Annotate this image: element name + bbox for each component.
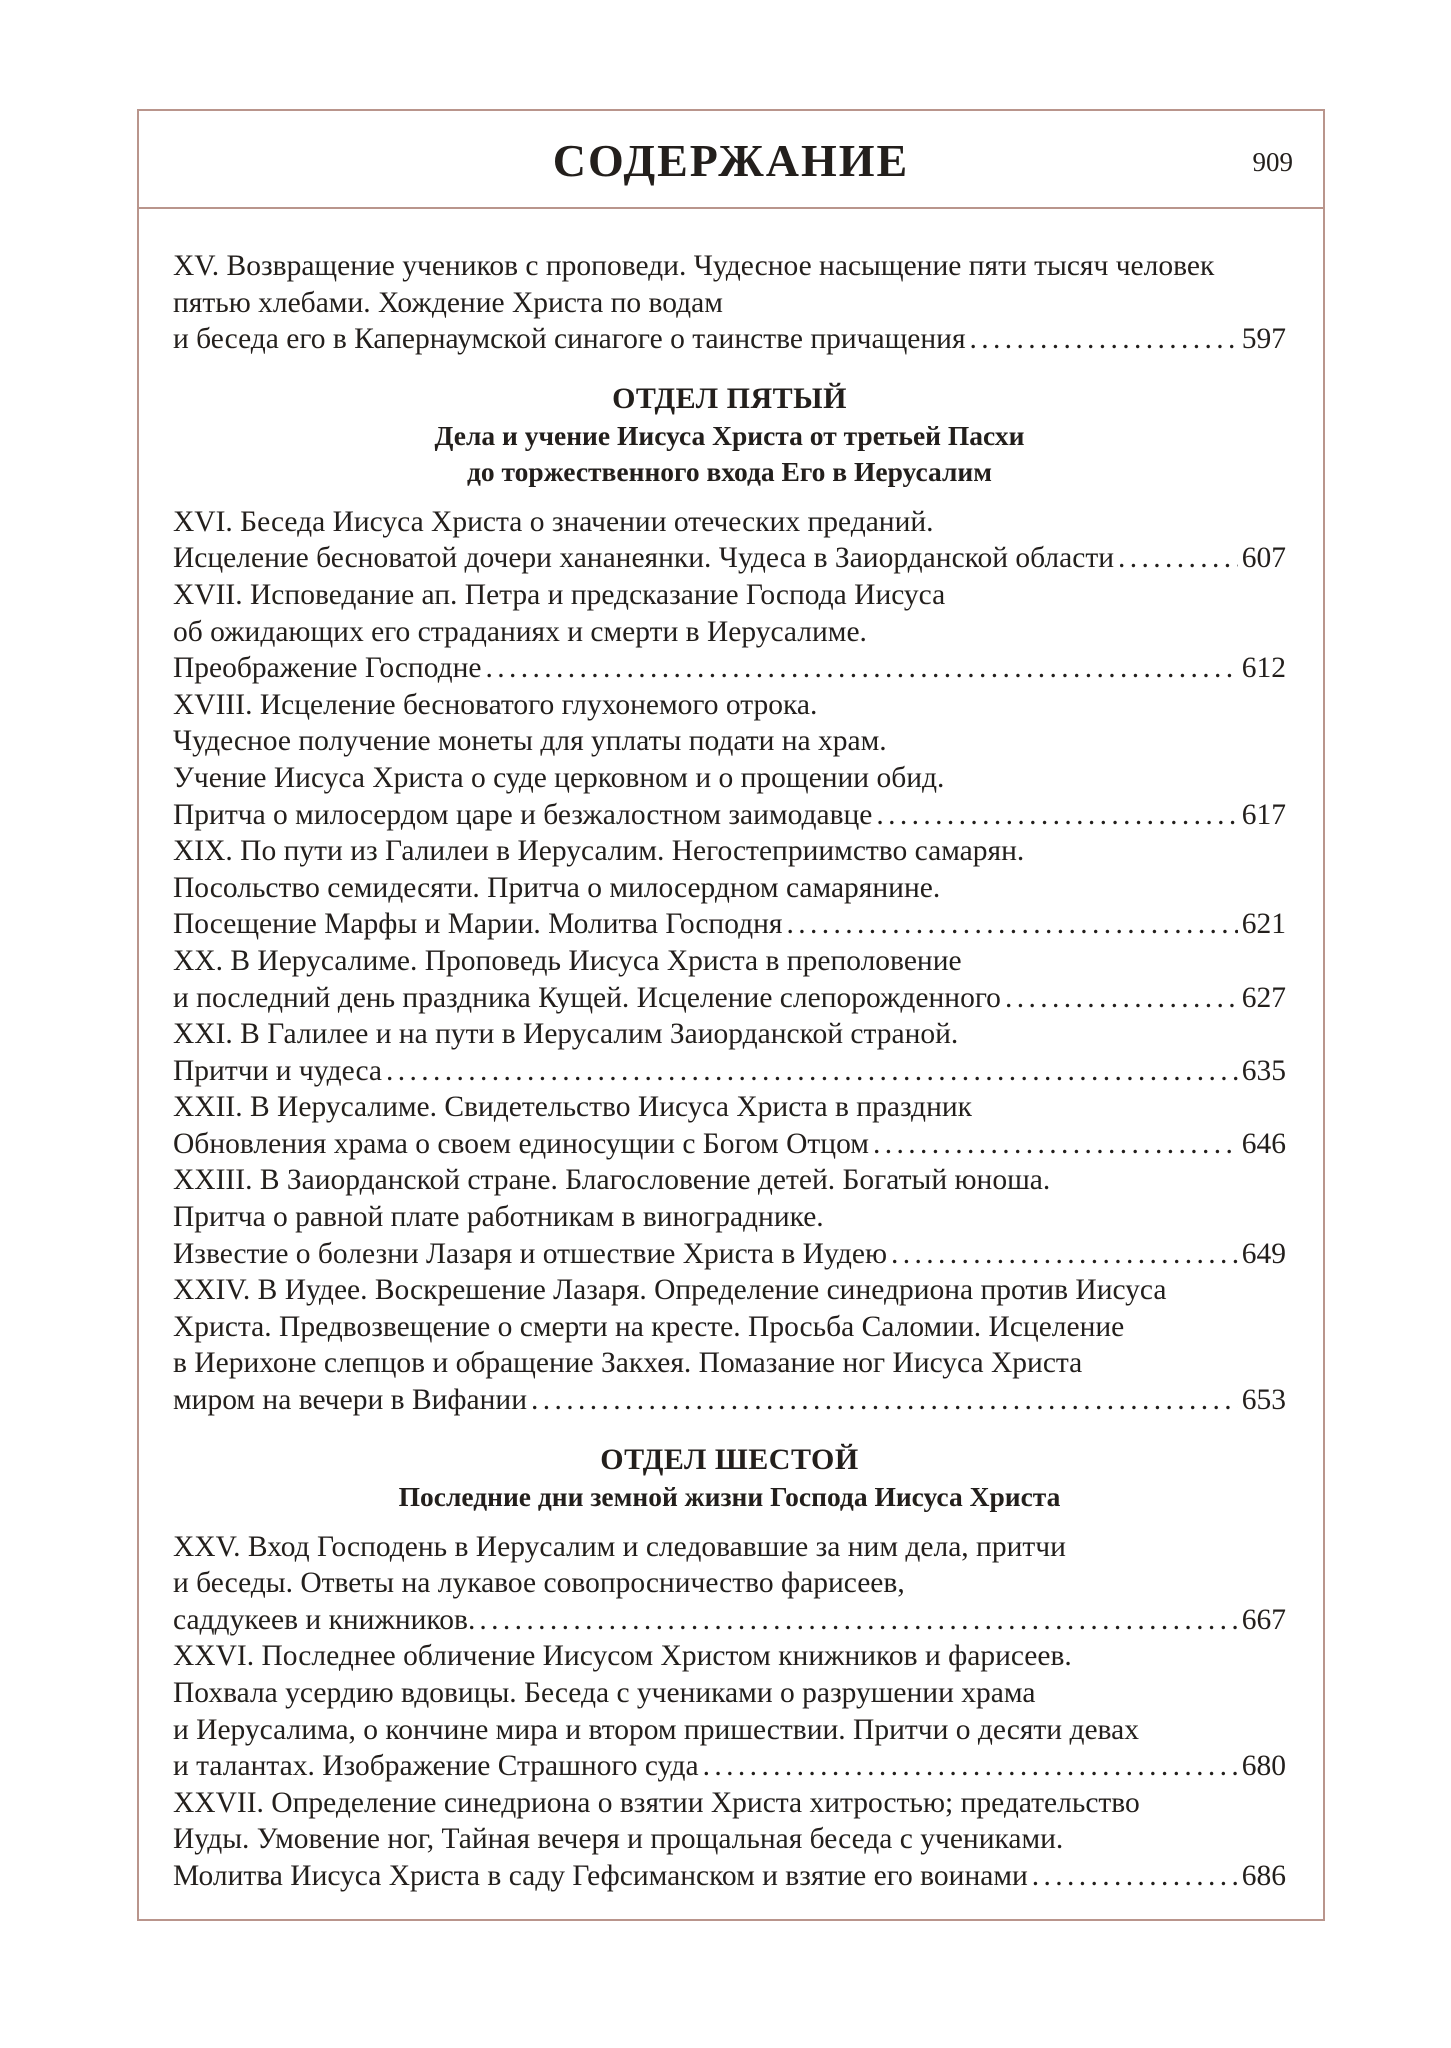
toc-entry-line: XXV. Вход Господень в Иерусалим и следовавшие за ним дела, притчи [173, 1530, 1066, 1563]
toc-entry-line: XVII. Исповедание ап. Петра и предсказание Господа Иисуса [173, 578, 946, 611]
toc-entry-line: пятью хлебами. Хождение Христа по водам [173, 286, 723, 319]
toc-entry[interactable] [173, 1638, 1286, 1784]
dot-leader [1005, 980, 1238, 1017]
toc-entry-line: XXVI. Последнее обличение Иисусом Христом книжников и фарисеев. [173, 1640, 1072, 1673]
toc-entry-line: XIX. По пути из Галилеи в Иерусалим. Негостеприимство самарян. [173, 835, 1025, 868]
dot-leader [873, 1126, 1238, 1163]
page-number: 909 [1252, 147, 1293, 177]
toc-entry-line: Похвала усердию вдовицы. Беседа с учениками о разрушении храма [173, 1677, 1036, 1709]
toc-page-number[interactable]: 680 [1241, 1750, 1286, 1783]
toc-entry-last-line [173, 1858, 1286, 1895]
toc-entry-last-line [173, 797, 1286, 834]
toc-entry-last-line [173, 1236, 1286, 1273]
toc-entry-last-line [173, 1053, 1286, 1090]
toc-entry[interactable] [173, 1529, 1286, 1639]
section-heading [173, 1441, 1286, 1515]
toc-entry-last-line [173, 1748, 1286, 1785]
toc-entry-line: XVIII. Исцеление бесноватого глухонемого отрока. [173, 688, 818, 721]
toc-entry-text: Известие о болезни Лазаря и отшествие Христа в Иудею [173, 1237, 888, 1270]
dot-leader [531, 1382, 1238, 1419]
toc-entry-text: миром на вечери в Вифании [173, 1384, 527, 1417]
toc-entry-text: Посещение Марфы и Марии. Молитва Господня [173, 908, 783, 941]
dot-leader [876, 797, 1237, 834]
toc-page-number[interactable]: 617 [1241, 798, 1286, 831]
toc-entry-text: Притча о милосердом царе и безжалостном заимодавце [173, 798, 873, 831]
toc-page-number[interactable]: 627 [1241, 981, 1286, 1014]
toc-entry[interactable] [173, 1016, 1286, 1089]
toc-page-number[interactable]: 597 [1241, 323, 1286, 356]
toc-entry[interactable] [173, 1785, 1286, 1895]
dot-leader [1032, 1858, 1238, 1895]
section-heading [173, 380, 1286, 490]
toc-entry[interactable] [173, 687, 1286, 833]
dot-leader [1118, 540, 1238, 577]
toc-entry-last-line [173, 980, 1286, 1017]
toc-entry-text: и последний день праздника Кущей. Исцеление слепорожденного [173, 981, 1001, 1014]
toc-page-number[interactable]: 607 [1241, 542, 1286, 575]
toc-entry-line: и беседы. Ответы на лукавое совопросничество фарисеев, [173, 1567, 905, 1600]
toc-entry[interactable] [173, 1162, 1286, 1272]
toc-entry-text: Притчи и чудеса [173, 1054, 383, 1087]
toc-entry-line: XXIII. В Заиорданской стране. Благословение детей. Богатый юноша. [173, 1164, 1051, 1197]
toc-entry-text: Преображение Господне [173, 652, 482, 685]
toc-page-number[interactable]: 667 [1241, 1603, 1286, 1636]
table-of-contents [173, 248, 1286, 1895]
toc-entry-line: XX. В Иерусалиме. Проповедь Иисуса Христа в преполовение [173, 944, 962, 977]
toc-entry-text: Обновления храма о своем единосущии с Богом Отцом [173, 1127, 869, 1160]
toc-page-number[interactable]: 653 [1241, 1384, 1286, 1417]
toc-entry-text: и беседа его в Капернаумской синагоге о таинстве причащения [173, 323, 966, 356]
toc-entry[interactable] [173, 943, 1286, 1016]
toc-entry-last-line [173, 1126, 1286, 1163]
toc-page-number[interactable]: 621 [1241, 908, 1286, 941]
toc-entry[interactable] [173, 833, 1286, 943]
page-frame [137, 109, 1325, 1921]
toc-entry-line: Притча о равной плате работникам в винограднике. [173, 1201, 824, 1234]
toc-entry-line: Иуды. Умовение ног, Тайная вечеря и прощальная беседа с учениками. [173, 1823, 1064, 1856]
toc-entry-text: и талантах. Изображение Страшного суда [173, 1750, 699, 1783]
toc-entry-line: XXVII. Определение синедриона о взятии Христа хитростью; предательство [173, 1786, 1140, 1819]
toc-entry[interactable] [173, 577, 1286, 687]
toc-entry-line: Христа. Предвозвещение о смерти на кресте. Просьба Саломии. Исцеление [173, 1310, 1125, 1343]
dot-leader [703, 1748, 1238, 1785]
toc-entry-text: саддукеев и книжников. [173, 1603, 476, 1636]
section-subtitle: до торжественного входа Его в Иерусалим [467, 455, 992, 487]
dot-leader [970, 321, 1238, 358]
toc-entry-line: XXII. В Иерусалиме. Свидетельство Иисуса Христа в праздник [173, 1091, 972, 1124]
toc-page-number[interactable]: 686 [1241, 1859, 1286, 1892]
toc-entry-last-line [173, 650, 1286, 687]
toc-entry-last-line [173, 1602, 1286, 1639]
dot-leader [486, 650, 1238, 687]
dot-leader [891, 1236, 1238, 1273]
page-header [139, 111, 1323, 209]
toc-entry-last-line [173, 906, 1286, 943]
toc-entry[interactable] [173, 1089, 1286, 1162]
section-title: ОТДЕЛ ПЯТЫЙ [612, 381, 847, 415]
toc-entry-line: Чудесное получение монеты для уплаты подати на храм. [173, 725, 887, 758]
toc-page-number[interactable]: 649 [1241, 1237, 1286, 1270]
toc-entry-last-line [173, 1382, 1286, 1419]
toc-entry-line: в Иерихоне слепцов и обращение Закхея. Помазание ног Иисуса Христа [173, 1347, 1083, 1380]
section-subtitle: Дела и учение Иисуса Христа от третьей Пасхи [434, 419, 1025, 451]
section-title: ОТДЕЛ ШЕСТОЙ [600, 1442, 859, 1476]
toc-entry-line: XVI. Беседа Иисуса Христа о значении отеческих преданий. [173, 505, 934, 538]
toc-entry-line: XV. Возвращение учеников с проповеди. Чудесное насыщение пяти тысяч человек [173, 250, 1215, 282]
toc-entry-line: XXI. В Галилее и на пути в Иерусалим Заиорданской страной. [173, 1018, 959, 1051]
toc-entry-line: об ожидающих его страданиях и смерти в Иерусалиме. [173, 615, 867, 648]
page-title: СОДЕРЖАНИЕ [552, 135, 910, 186]
toc-entry-text: Исцеление бесноватой дочери хананеянки. Чудеса в Заиорданской области [173, 542, 1115, 575]
toc-entry-line: Посольство семидесяти. Притча о милосердном самарянине. [173, 871, 941, 904]
toc-entry[interactable] [173, 248, 1286, 358]
dot-leader [386, 1053, 1238, 1090]
toc-entry-text: Молитва Иисуса Христа в саду Гефсиманском и взятие его воинами [173, 1859, 1028, 1892]
toc-entry[interactable] [173, 504, 1286, 577]
section-subtitle: Последние дни земной жизни Господа Иисуса Христа [398, 1480, 1061, 1512]
toc-page-number[interactable]: 646 [1241, 1127, 1286, 1160]
toc-page-number[interactable]: 612 [1241, 652, 1286, 685]
toc-entry-line: Учение Иисуса Христа о суде церковном и о прощении обид. [173, 761, 945, 794]
toc-entry-line: и Иерусалима, о кончине мира и втором пришествии. Притчи о десяти девах [173, 1713, 1139, 1746]
toc-entry-line: XXIV. В Иудее. Воскрешение Лазаря. Определение синедриона против Иисуса [173, 1274, 1167, 1307]
dot-leader [787, 906, 1238, 943]
dot-leader [479, 1602, 1237, 1639]
toc-entry-last-line [173, 540, 1286, 577]
toc-page-number[interactable]: 635 [1241, 1054, 1286, 1087]
toc-entry-last-line [173, 321, 1286, 358]
toc-entry[interactable] [173, 1272, 1286, 1418]
